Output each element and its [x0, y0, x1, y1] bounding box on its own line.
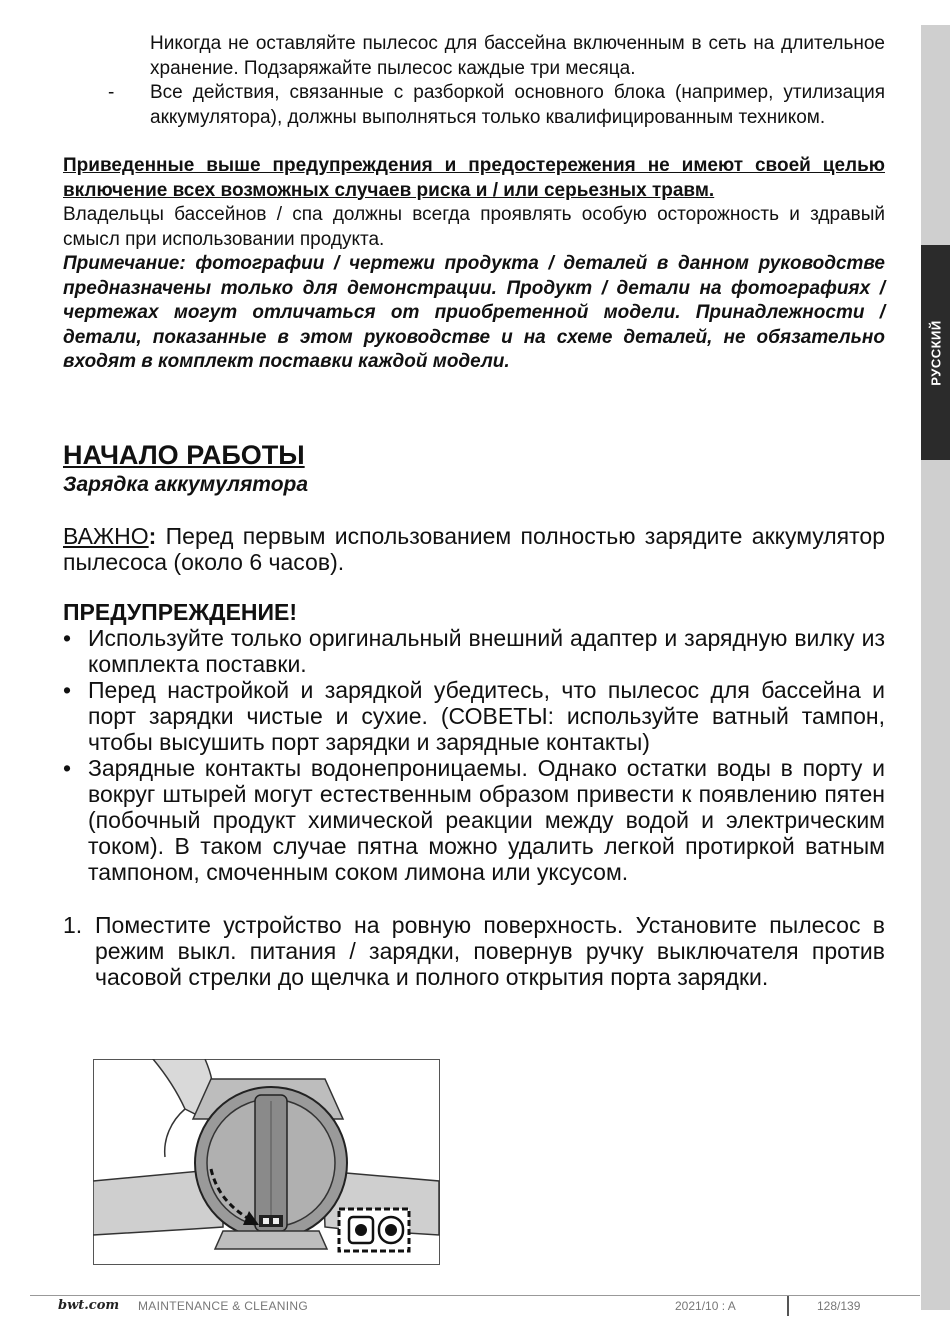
warning-item: • Зарядные контакты водонепроницаемы. Однако остатки воды в порту и вокруг штырей могут естественным образом привести к появлению пятен (побочный продукт химической реакции между водой и электрическим током). В таком случае пятна можно удалить легкой протиркой ватным тампоном, смоченным соком лимона или уксусом.	[63, 755, 885, 885]
intro-dash-item	[63, 81, 885, 130]
warning-item: • Перед настройкой и зарядкой убедитесь, что пылесос для бассейна и порт зарядки чистые и сухие. (СОВЕТЫ: используйте ватный тампон, чтобы высушить порт зарядки и зарядные контакты)	[63, 677, 885, 755]
language-tab	[921, 245, 950, 460]
dash-marker: -	[108, 82, 115, 103]
warning-item: • Используйте только оригинальный внешний адаптер и зарядную вилку из комплекта поставки.	[63, 625, 885, 677]
step-text: Поместите устройство на ровную поверхность. Установите пылесос в режим выкл. питания / зарядки, повернув ручку выключателя против часовой стрелки до щелчка и полного открытия порта зарядки.	[95, 911, 885, 990]
page-number: 128/139	[817, 1299, 861, 1313]
intro-paragraph-1: Никогда не оставляйте пылесос для бассейна включенным в сеть на длительное хранение. Подзаряжайте пылесос каждые три месяца.	[150, 33, 885, 79]
steps-list	[63, 912, 885, 990]
charging-port-illustration	[93, 1059, 440, 1265]
disclaimer-bold: Приведенные выше предупреждения и предостережения не имеют своей целью включение всех возможных случаев риска и / или серьезных травм.	[63, 155, 885, 201]
step-item	[63, 912, 885, 990]
footer-section: MAINTENANCE & CLEANING	[138, 1299, 308, 1313]
brand-logo: bwt.com	[58, 1298, 120, 1313]
warning-title: ПРЕДУПРЕЖДЕНИЕ!	[63, 598, 298, 625]
page-content	[63, 32, 885, 990]
page-footer	[30, 1296, 920, 1318]
important-text: Перед первым использованием полностью зарядите аккумулятор пылесоса (около 6 часов).	[63, 522, 885, 575]
language-tab-label: РУССКИЙ	[928, 319, 943, 386]
important-colon: :	[148, 522, 157, 549]
section-heading: НАЧАЛО РАБОТЫ	[63, 439, 305, 470]
disclaimer-normal: Владельцы бассейнов / спа должны всегда проявлять особую осторожность и здравый смысл при использовании продукта.	[63, 204, 885, 250]
disclaimer-note: Примечание: фотографии / чертежи продукта / деталей в данном руководстве предназначены только для демонстрации. Продукт / детали на фотографиях / чертежах могут отличаться от приобретенной модели. Принадлежности / детали, показанные в этом руководстве и на схеме деталей, не обязательно входят в комплект поставки каждой модели.	[63, 253, 885, 372]
intro-paragraph-2: Все действия, связанные с разборкой основного блока (например, утилизация аккумулятора), должны выполняться только квалифицированным техником.	[150, 82, 885, 128]
important-label: ВАЖНО	[63, 522, 149, 549]
section-subheading: Зарядка аккумулятора	[63, 472, 309, 496]
important-notice	[63, 523, 885, 575]
step-number: 1.	[63, 911, 83, 938]
footer-separator	[787, 1296, 789, 1316]
warning-list	[63, 625, 885, 885]
side-strip	[921, 25, 950, 1310]
footer-revision: 2021/10 : A	[675, 1299, 736, 1313]
